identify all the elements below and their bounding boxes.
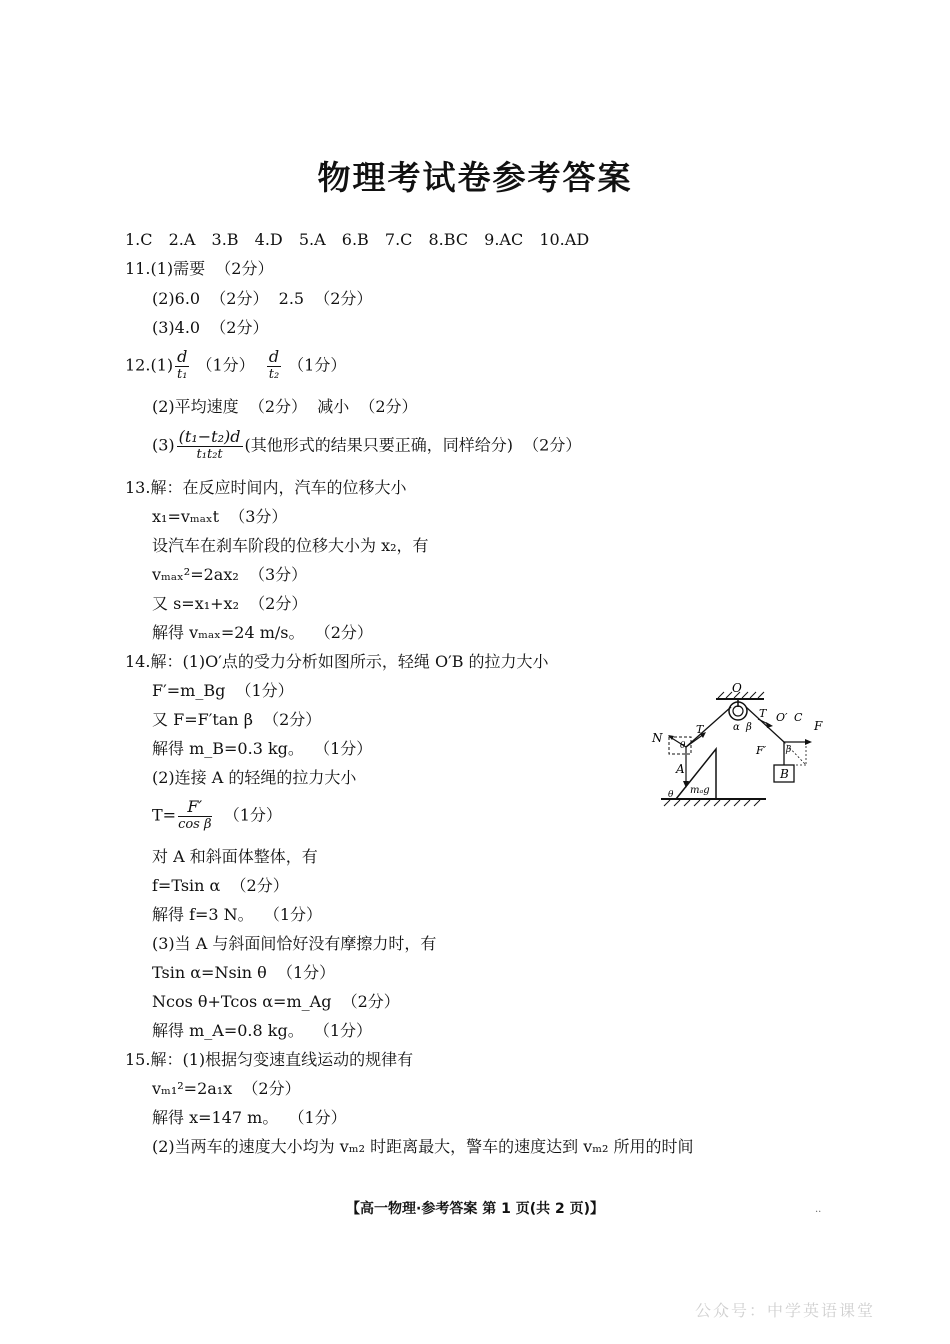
answer-line: (3)当 A 与斜面间恰好没有摩擦力时，有	[152, 934, 437, 953]
footer-marks: ..	[815, 1204, 822, 1215]
choice-answer: 6.B	[341, 230, 369, 249]
pulley-inner	[733, 706, 743, 716]
page-title: 物理考试卷参考答案	[317, 158, 633, 197]
answer-line: Ncos θ+Tcos α=m_Ag （2分）	[152, 992, 400, 1011]
answer-line: 设汽车在刹车阶段的位移大小为 x₂，有	[152, 536, 429, 555]
label-beta2: β	[786, 745, 792, 755]
answer-line: x₁=vₘₐₓt （3分）	[152, 507, 288, 526]
label-o-prime: O′	[776, 711, 788, 724]
choice-answer: 4.D	[254, 230, 283, 249]
answer-line: 解得 vₘₐₓ=24 m/s。 （2分）	[152, 623, 373, 642]
answer-line: 14.解：(1)O′点的受力分析如图所示，轻绳 O′B 的拉力大小	[125, 652, 549, 671]
answer-line: f=Tsin α （2分）	[152, 876, 289, 895]
watermark: 公众号：中学英语课堂	[695, 1301, 876, 1320]
choice-answer: 5.A	[298, 230, 326, 249]
answer-line: (2)平均速度 （2分） 减小 （2分）	[152, 397, 418, 416]
answer-line: F′=m_Bg （1分）	[152, 681, 294, 700]
choice-answer: 8.BC	[428, 230, 469, 249]
fraction: $\frac{d}{\text{t₁}}$	[177, 347, 188, 382]
answer-line: Tsin α=Nsin θ （1分）	[152, 963, 336, 982]
fraction: $\frac{d}{\text{t₂}}$	[268, 347, 280, 382]
arrow-t2	[766, 722, 773, 728]
answer-line: 15.解：(1)根据匀变速直线运动的规律有	[125, 1050, 414, 1069]
answer-line-fraction: T= $\frac{F'}{\text{cos β}}$ （1分）	[152, 797, 282, 832]
label-n: N	[652, 731, 663, 745]
ground-hatch	[664, 800, 760, 806]
choice-answer: 7.C	[384, 230, 413, 249]
answer-line: (2)连接 A 的轻绳的拉力大小	[152, 768, 357, 787]
label-f: F	[814, 719, 823, 733]
answer-line: 解得 f=3 N。 （1分）	[152, 905, 323, 924]
answer-line-fraction: (3) $\frac{\text{(t₁−t₂)d}}{\text{t₁t₂t}}$ (其他形式的结果只要正确，同样给分) （2分）	[152, 427, 582, 462]
answer-line: 又 F=F′tan β （2分）	[152, 710, 322, 729]
choice-answer: 10.AD	[539, 230, 590, 249]
answer-line: vₘₐₓ²=2ax₂ （3分）	[152, 565, 308, 584]
answer-line: 11.(1)需要 （2分）	[125, 259, 274, 278]
answer-line: 解得 m_A=0.8 kg。 （1分）	[152, 1021, 373, 1040]
answer-line: vₘ₁²=2a₁x （2分）	[152, 1079, 301, 1098]
label-t2: T	[759, 707, 767, 720]
label-t: T	[696, 723, 704, 736]
label-f-prime: F′	[756, 744, 767, 757]
answer-line: 13.解：在反应时间内，汽车的位移大小	[125, 478, 407, 497]
label-o: O	[732, 681, 742, 695]
answer-line: (2)当两车的速度大小均为 vₘ₂ 时距离最大，警车的速度达到 vₘ₂ 所用的时间	[152, 1137, 694, 1156]
label-beta: β	[746, 722, 752, 733]
label-theta2: θ	[668, 790, 674, 800]
label-alpha: α	[733, 722, 740, 733]
answer-line-fractions: 12.(1) $\frac{d}{\text{t₁}}$ （1分） $\frac{d}{\text{t₂}}$ （1分）	[125, 347, 347, 382]
answer-line: (2)6.0 （2分） 2.5 （2分）	[152, 289, 373, 308]
label-b: B	[780, 767, 789, 781]
choice-answer: 9.AC	[484, 230, 524, 249]
answer-line: 又 s=x₁+x₂ （2分）	[152, 594, 308, 613]
force-diagram	[636, 677, 836, 812]
label-mag: mₐg	[690, 785, 710, 796]
answer-line: 解得 m_B=0.3 kg。 （1分）	[152, 739, 373, 758]
label-theta: θ	[680, 741, 686, 751]
answer-line: (3)4.0 （2分）	[152, 318, 269, 337]
answer-line: 解得 x=147 m。 （1分）	[152, 1108, 347, 1127]
choice-answer: 3.B	[211, 230, 239, 249]
answer-line: 对 A 和斜面体整体，有	[152, 847, 318, 866]
choice-answers	[125, 229, 600, 251]
label-a: A	[676, 762, 685, 776]
fraction: $\frac{F'}{\text{cos β}}$	[178, 797, 212, 832]
choice-answer: 1.C	[125, 230, 153, 249]
label-c: C	[794, 711, 803, 724]
page-footer: 【高一物理·参考答案 第 1 页(共 2 页)】	[346, 1201, 604, 1217]
fraction: $\frac{\text{(t₁−t₂)d}}{\text{t₁t₂t}}$	[178, 427, 241, 462]
choice-answer: 2.A	[168, 230, 196, 249]
rope-a	[686, 707, 731, 747]
